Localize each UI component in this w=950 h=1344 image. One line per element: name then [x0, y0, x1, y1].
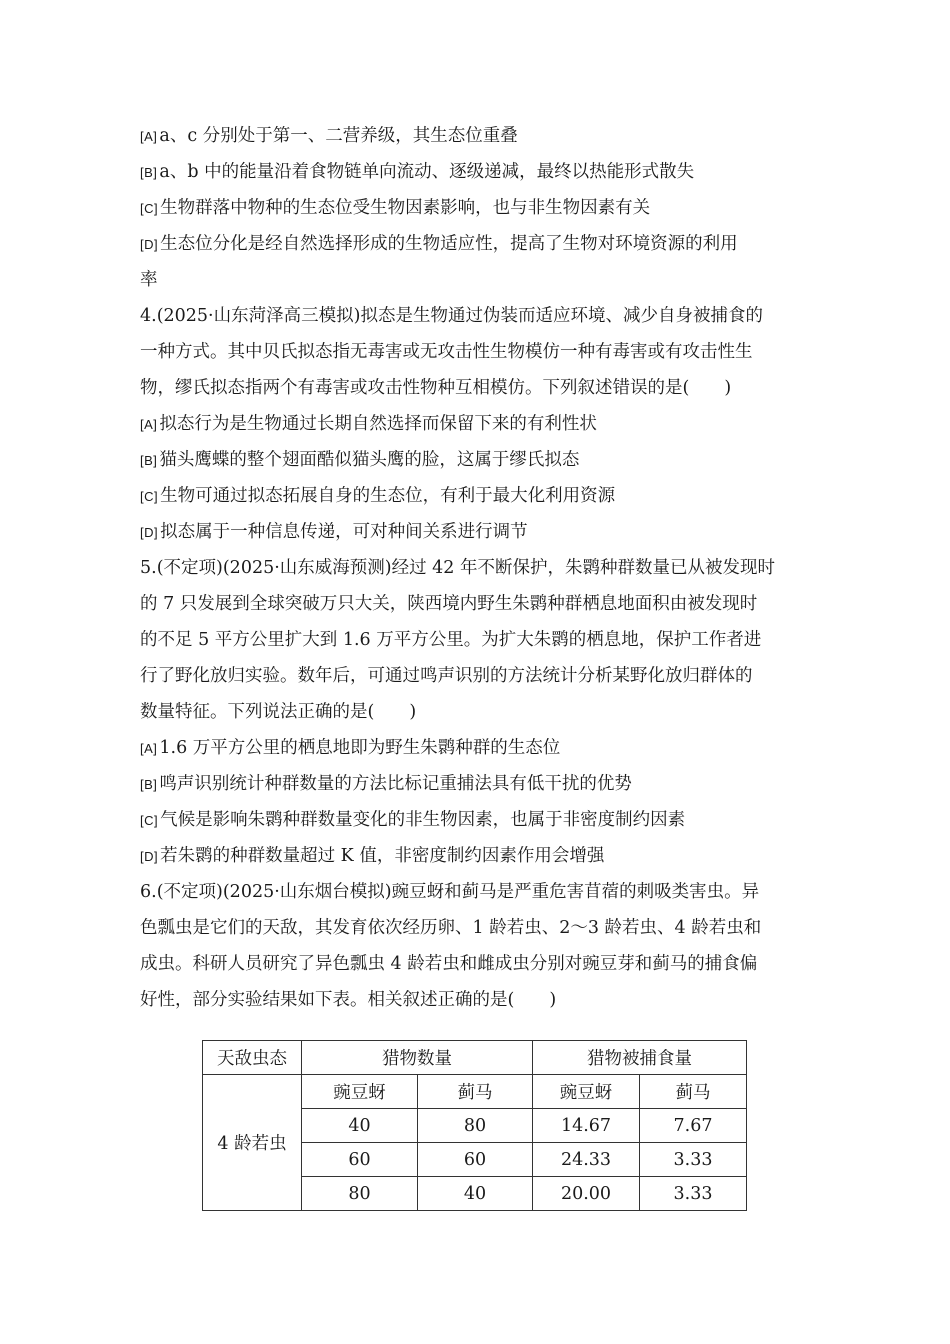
- cell-pea: 80: [302, 1177, 418, 1211]
- subheader-pea-eaten: 豌豆蚜: [533, 1075, 640, 1109]
- cell-thrips-eaten: 7.67: [640, 1109, 747, 1143]
- option-tag: [B]: [140, 165, 158, 180]
- line-text: 的 7 只发展到全球突破万只大关，陕西境内野生朱鹮种群栖息地面积由被发现时: [140, 594, 758, 614]
- cell-thrips-eaten: 3.33: [640, 1177, 747, 1211]
- line-text: 气候是影响朱鹮种群数量变化的非生物因素，也属于非密度制约因素: [160, 810, 686, 830]
- option-line: [140, 190, 810, 226]
- line-text: 拟态行为是生物通过长期自然选择而保留下来的有利性状: [159, 414, 597, 434]
- text-line: [140, 946, 810, 982]
- subheader-thrips-eaten: 蓟马: [640, 1075, 747, 1109]
- line-text: a、c 分别处于第一、二营养级，其生态位重叠: [159, 126, 518, 146]
- option-line: [140, 802, 810, 838]
- header-prey-count: 猎物数量: [302, 1041, 533, 1075]
- option-line: [140, 154, 810, 190]
- question-line: [140, 874, 810, 910]
- cell-pea-eaten: 20.00: [533, 1177, 640, 1211]
- cell-thrips-eaten: 3.33: [640, 1143, 747, 1177]
- option-line: [140, 838, 810, 874]
- option-tag: [D]: [140, 849, 159, 864]
- line-text: 色瓢虫是它们的天敌，其发育依次经历卵、1 龄若虫、2～3 龄若虫、4 龄若虫和: [140, 918, 762, 938]
- option-line: [140, 442, 810, 478]
- text-line: [140, 910, 810, 946]
- cell-thrips: 40: [418, 1177, 533, 1211]
- line-text: 生态位分化是经自然选择形成的生物适应性，提高了生物对环境资源的利用: [160, 234, 738, 254]
- line-text: 一种方式。其中贝氏拟态指无毒害或无攻击性生物模仿一种有毒害或有攻击性生: [140, 342, 753, 362]
- question-line: [140, 550, 810, 586]
- option-tag: [C]: [140, 201, 159, 216]
- option-line: [140, 226, 810, 262]
- text-line: [140, 658, 810, 694]
- table-subheader-row: [203, 1075, 747, 1109]
- text-body: [140, 118, 810, 1018]
- cell-pea-eaten: 24.33: [533, 1143, 640, 1177]
- line-text: 4.(2025·山东菏泽高三模拟)拟态是生物通过伪装而适应环境、减少自身被捕食的: [140, 306, 763, 326]
- text-line: [140, 694, 810, 730]
- cell-thrips: 60: [418, 1143, 533, 1177]
- line-text: 6.(不定项)(2025·山东烟台模拟)豌豆蚜和蓟马是严重危害苜蓿的刺吸类害虫。异: [140, 882, 760, 902]
- line-text: 生物可通过拟态拓展自身的生态位，有利于最大化利用资源: [160, 486, 616, 506]
- cell-pea-eaten: 14.67: [533, 1109, 640, 1143]
- line-text: 生物群落中物种的生态位受生物因素影响，也与非生物因素有关: [160, 198, 651, 218]
- line-text: 好性，部分实验结果如下表。相关叙述正确的是( ): [140, 990, 557, 1010]
- line-text: 的不足 5 平方公里扩大到 1.6 万平方公里。为扩大朱鹮的栖息地，保护工作者进: [140, 630, 762, 650]
- cell-pea: 60: [302, 1143, 418, 1177]
- text-line: [140, 370, 810, 406]
- line-text: 若朱鹮的种群数量超过 K 值，非密度制约因素作用会增强: [160, 846, 605, 866]
- line-text: 猫头鹰蝶的整个翅面酷似猫头鹰的脸，这属于缪氏拟态: [159, 450, 580, 470]
- text-line: [140, 262, 810, 298]
- text-line: [140, 982, 810, 1018]
- line-text: 5.(不定项)(2025·山东威海预测)经过 42 年不断保护，朱鹮种群数量已从被发现时: [140, 558, 775, 578]
- line-text: 率: [140, 270, 158, 290]
- text-line: [140, 622, 810, 658]
- option-tag: [C]: [140, 813, 159, 828]
- line-text: 成虫。科研人员研究了异色瓢虫 4 龄若虫和雌成虫分别对豌豆芽和蓟马的捕食偏: [140, 954, 758, 974]
- option-tag: [A]: [140, 417, 158, 432]
- header-prey-eaten: 猎物被捕食量: [533, 1041, 747, 1075]
- header-stage: 天敌虫态: [203, 1041, 302, 1075]
- line-text: 行了野化放归实验。数年后，可通过鸣声识别的方法统计分析某野化放归群体的: [140, 666, 753, 686]
- option-tag: [D]: [140, 237, 159, 252]
- subheader-thrips: 蓟马: [418, 1075, 533, 1109]
- option-line: [140, 118, 810, 154]
- option-tag: [C]: [140, 489, 159, 504]
- text-line: [140, 334, 810, 370]
- option-tag: [D]: [140, 525, 159, 540]
- option-tag: [A]: [140, 741, 158, 756]
- option-line: [140, 766, 810, 802]
- predation-table: [202, 1040, 747, 1211]
- option-tag: [B]: [140, 453, 158, 468]
- line-text: 鸣声识别统计种群数量的方法比标记重捕法具有低干扰的优势: [159, 774, 632, 794]
- stage-cell: 4 龄若虫: [203, 1075, 302, 1211]
- option-line: [140, 406, 810, 442]
- option-line: [140, 478, 810, 514]
- option-line: [140, 730, 810, 766]
- text-line: [140, 586, 810, 622]
- line-text: 1.6 万平方公里的栖息地即为野生朱鹮种群的生态位: [159, 738, 561, 758]
- line-text: a、b 中的能量沿着食物链单向流动、逐级递减，最终以热能形式散失: [159, 162, 695, 182]
- line-text: 数量特征。下列说法正确的是( ): [140, 702, 417, 722]
- table-header-row: [203, 1041, 747, 1075]
- subheader-pea: 豌豆蚜: [302, 1075, 418, 1109]
- line-text: 物，缪氏拟态指两个有毒害或攻击性物种互相模仿。下列叙述错误的是( ): [140, 378, 732, 398]
- option-tag: [A]: [140, 129, 158, 144]
- cell-thrips: 80: [418, 1109, 533, 1143]
- option-line: [140, 514, 810, 550]
- cell-pea: 40: [302, 1109, 418, 1143]
- option-tag: [B]: [140, 777, 158, 792]
- line-text: 拟态属于一种信息传递，可对种间关系进行调节: [160, 522, 528, 542]
- question-line: [140, 298, 810, 334]
